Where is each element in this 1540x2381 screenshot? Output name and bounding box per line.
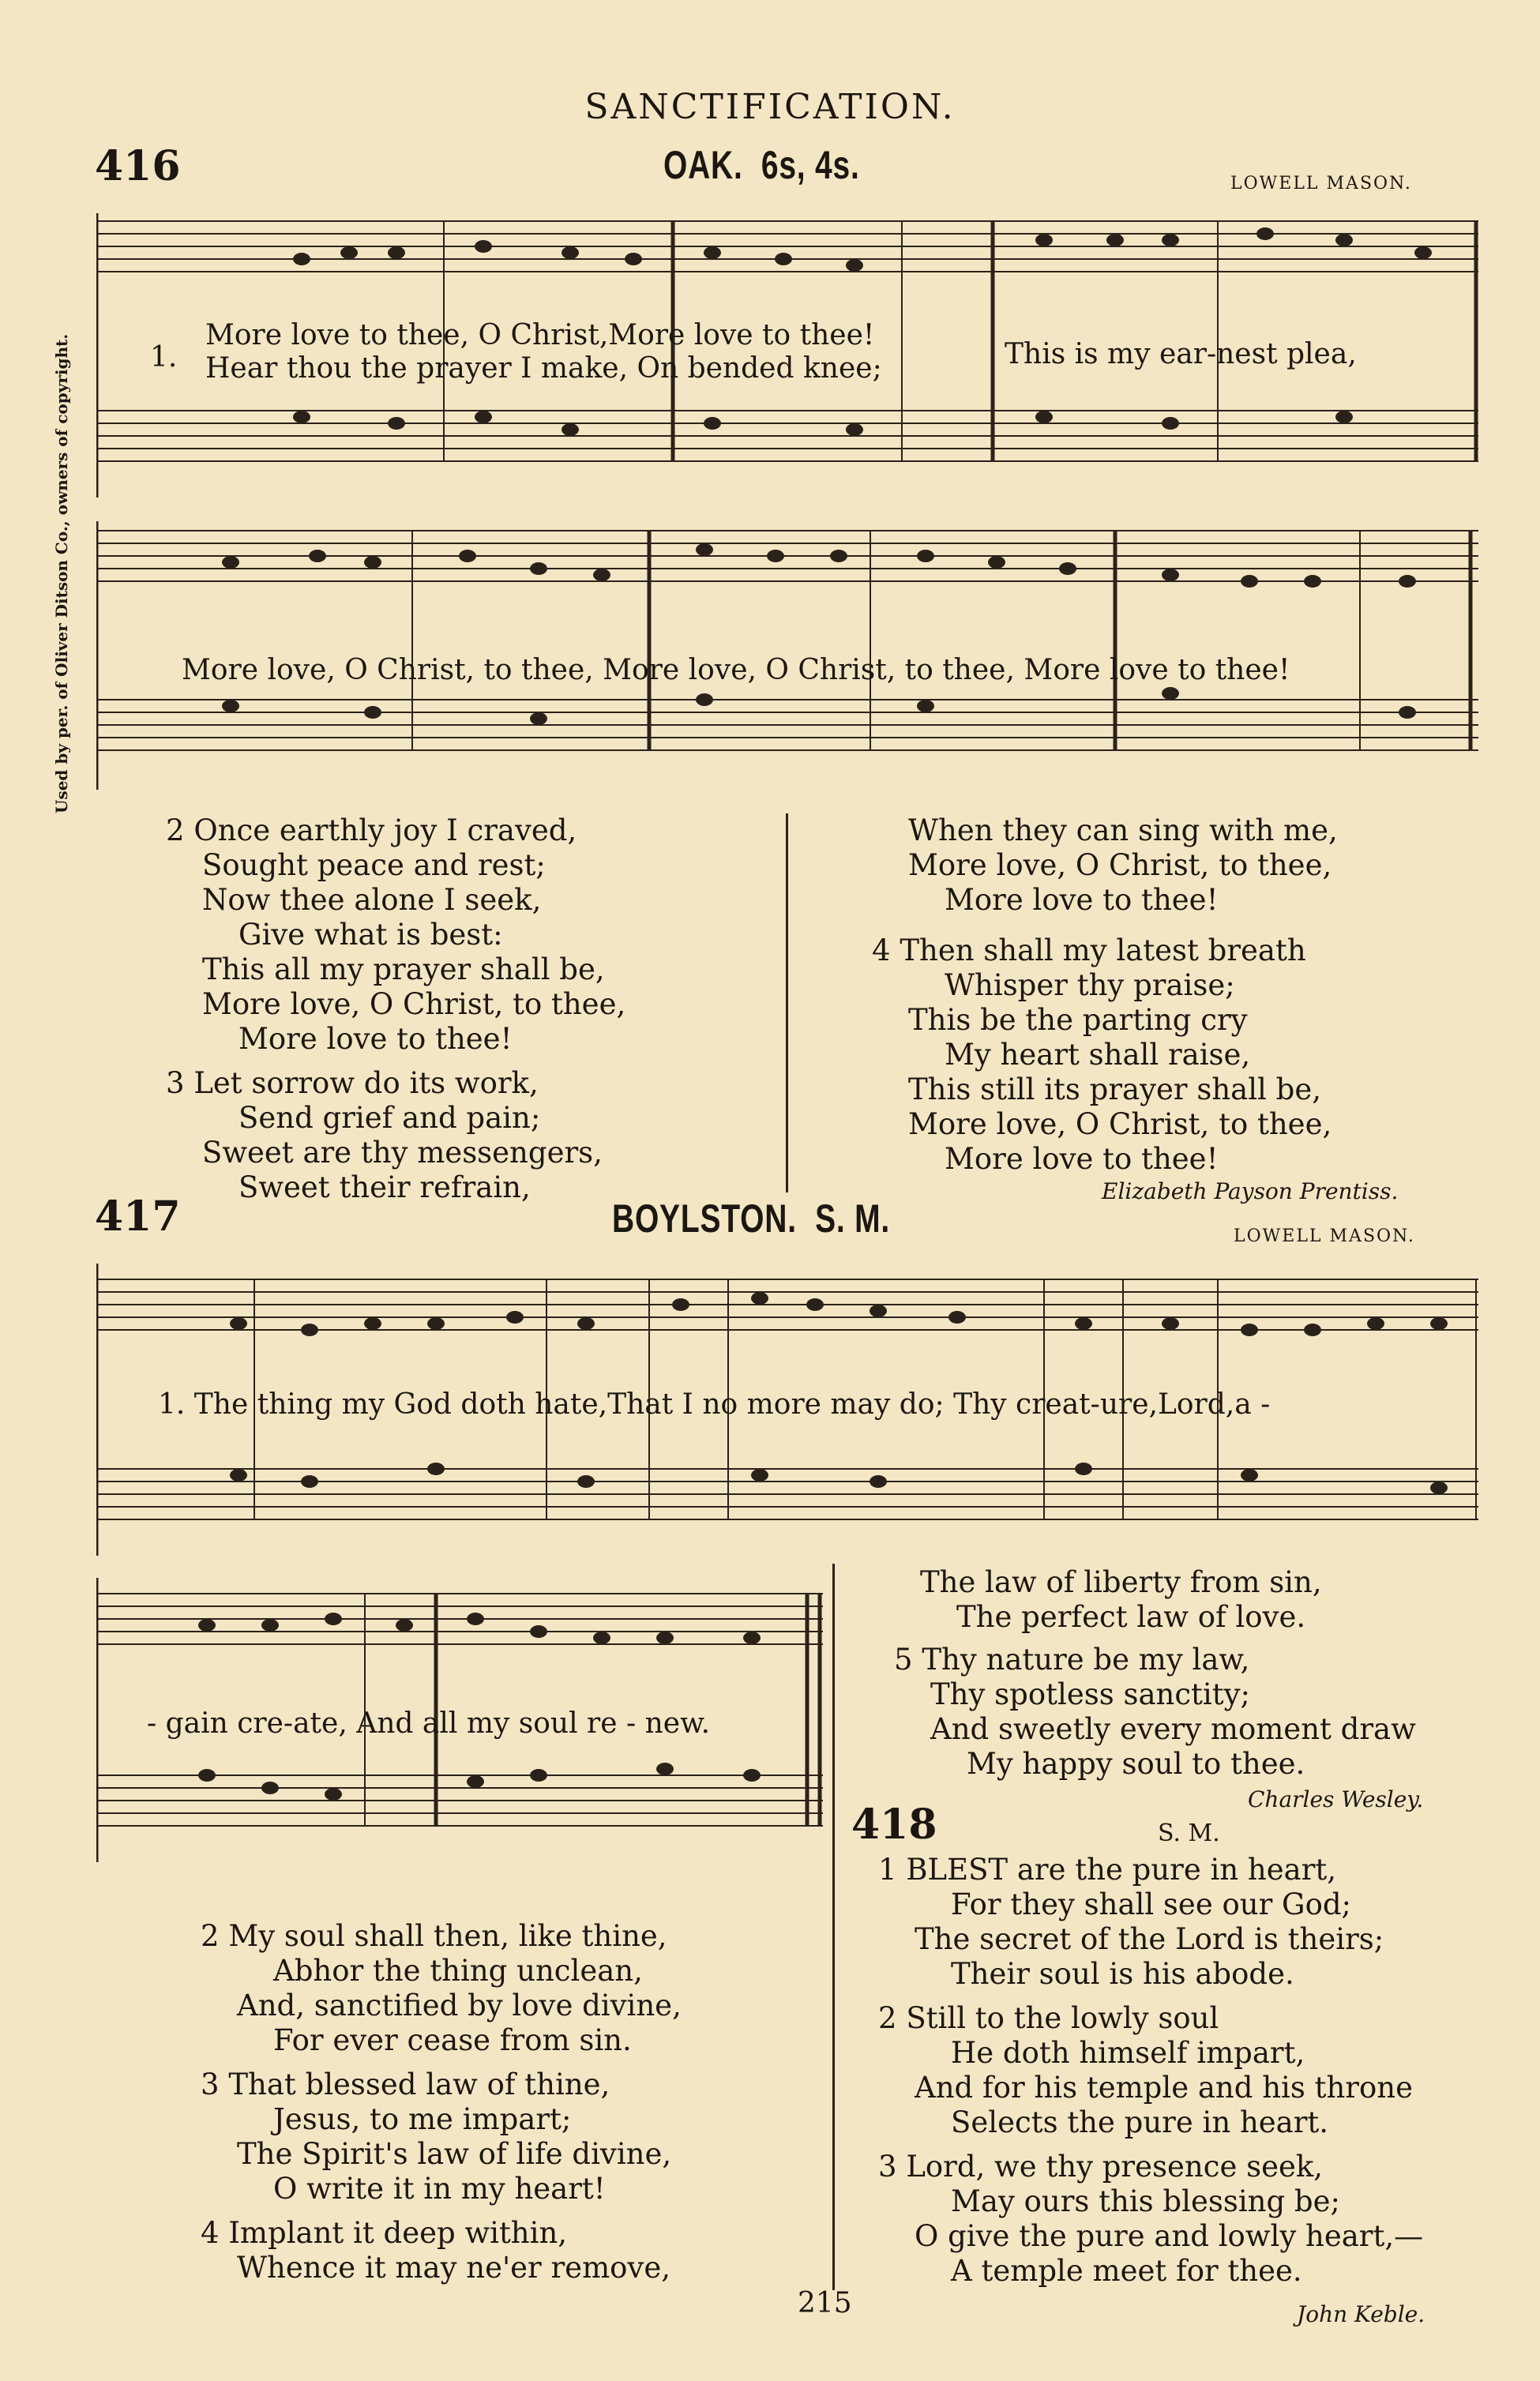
verse-number: 1. <box>150 341 178 374</box>
composer: LOWELL MASON. <box>1230 174 1412 193</box>
page-number: 215 <box>798 2287 852 2319</box>
bass-staff <box>96 700 1478 750</box>
treble-staff <box>96 1279 1478 1330</box>
lyric-line: This is my ear-nest plea, <box>1005 338 1357 370</box>
lyric-line: More love, O Christ, to thee, More love, O Christ, to thee, More love to thee! <box>182 654 1290 686</box>
verse-4: 4 Then shall my latest breath Whisper thy praise; This be the parting cry My heart shall raise, This still its prayer shall be, More love, O Christ, to thee, More love to thee! <box>872 933 1332 1176</box>
bass-staff <box>96 1775 823 1826</box>
verse-5: 5 Thy nature be my law, Thy spotless sanctity; And sweetly every moment draw My happy soul to thee. <box>894 1643 1416 1781</box>
hymn-number: 418 <box>851 1801 937 1849</box>
bass-staff <box>96 1469 1478 1519</box>
hymn-number: 416 <box>95 142 181 190</box>
verse-4-continued: The law of liberty from sin, The perfect law of love. <box>920 1565 1322 1634</box>
verse-1: 1 BLEST are the pure in heart, For they shall see our God; The secret of the Lord is theirs; Their soul is his abode. <box>878 1853 1384 1991</box>
lyric-line: Hear thou the prayer I make, On bended knee; <box>205 352 882 385</box>
column-divider <box>786 813 788 1192</box>
verse-2: 2 Still to the lowly soul He doth himself impart, And for his temple and his throne Selects the pure in heart. <box>878 2001 1413 2139</box>
verse-2: 2 Once earthly joy I craved, Sought peace and rest; Now thee alone I seek, Give what is best: This all my prayer shall be, More love, O Christ, to thee, More love to thee! <box>166 813 626 1056</box>
meter: S. M. <box>1158 1820 1220 1847</box>
author: Elizabeth Payson Prentiss. <box>1102 1178 1399 1204</box>
column-divider <box>832 1564 835 2290</box>
treble-staff <box>96 531 1478 581</box>
verse-4: 4 Implant it deep within, Whence it may ne'er remove, <box>201 2216 670 2285</box>
verse-3: 3 Let sorrow do its work, Send grief and pain; Sweet are thy messengers, Sweet their refrain, <box>166 1066 603 1204</box>
section-title: SANCTIFICATION. <box>584 87 956 127</box>
noteheads <box>222 543 1416 725</box>
noteheads <box>198 1613 761 1801</box>
copyright-note: Used by per. of Oliver Ditson Co., owners of copyright. <box>52 333 71 813</box>
verse-3: 3 Lord, we thy presence seek, May ours this blessing be; O give the pure and lowly heart,— A temple meet for thee. <box>878 2150 1424 2288</box>
verse-2: 2 My soul shall then, like thine, Abhor the thing unclean, And, sanctified by love divine, For ever cease from sin. <box>201 1919 682 2057</box>
lyric-line: 1. The thing my God doth hate,That I no more may do; Thy creat-ure,Lord,a - <box>158 1388 1271 1421</box>
treble-staff <box>96 1594 823 1644</box>
lyric-line: More love to thee, O Christ,More love to thee! <box>205 319 875 351</box>
lyric-line: - gain cre-ate, And all my soul re - new. <box>147 1707 711 1740</box>
barlines <box>412 531 1471 750</box>
author: Charles Wesley. <box>1248 1786 1424 1812</box>
verse-3-continued: When they can sing with me, More love, O Christ, to thee, More love to thee! <box>908 813 1338 917</box>
verse-3: 3 That blessed law of thine, Jesus, to me impart; The Spirit's law of life divine, O write it in my heart! <box>201 2067 672 2206</box>
author: John Keble. <box>1297 2301 1425 2327</box>
hymn-number: 417 <box>95 1192 181 1241</box>
composer: LOWELL MASON. <box>1234 1226 1415 1246</box>
tune-name: BOYLSTON. S. M. <box>612 1196 890 1241</box>
tune-name: OAK. 6s, 4s. <box>663 143 860 187</box>
